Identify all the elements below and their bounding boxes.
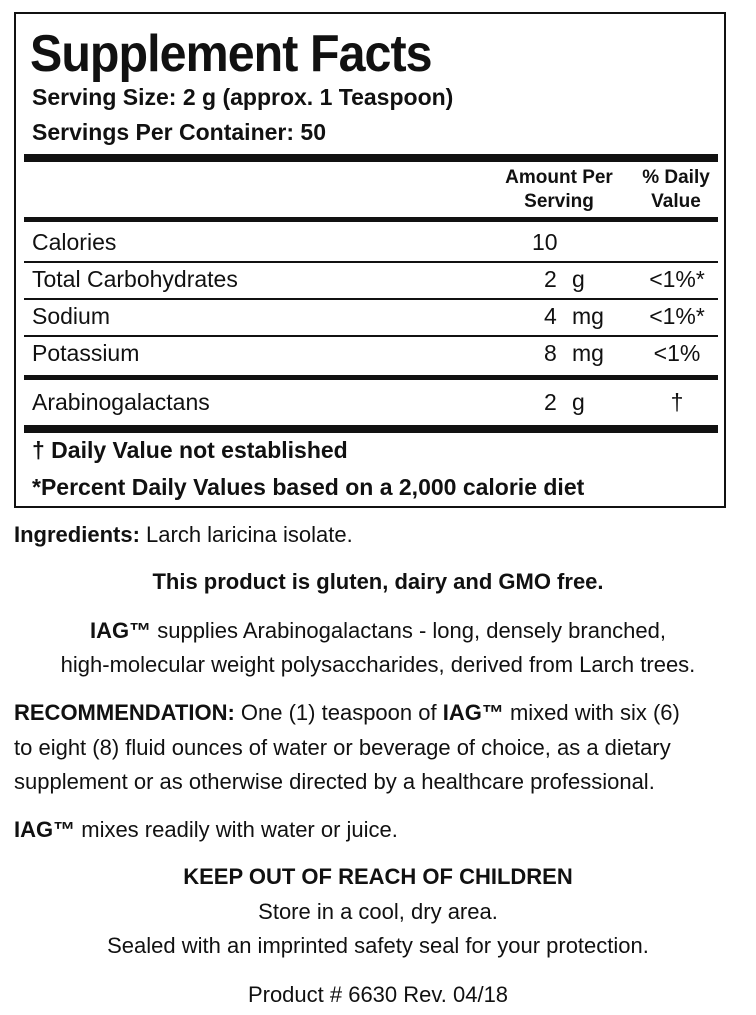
serving-size: Serving Size: 2 g (approx. 1 Teaspoon) [32, 84, 454, 110]
nutrient-daily-value: <1%* [649, 266, 705, 292]
nutrient-amount: 2 [544, 266, 557, 292]
column-header-amount [496, 166, 622, 214]
safety-seal-notice: Sealed with an imprinted safety seal for your protection. [107, 933, 649, 958]
ingredients-line [14, 522, 353, 548]
storage-instructions: Store in a cool, dry area. [258, 899, 498, 924]
recommendation-line1 [14, 700, 680, 726]
supplement-facts-panel [14, 12, 726, 508]
mixes-statement [14, 817, 398, 843]
nutrient-amount: 10 [532, 229, 558, 255]
nutrient-amount: 2 [544, 389, 557, 415]
recommendation-text: mixed with six (6) [503, 700, 680, 725]
recommendation-line2: to eight (8) fluid ounces of water or beverage of choice, as a dietary [14, 735, 671, 760]
divider-thin [24, 335, 718, 337]
ingredients-text: Larch laricina isolate. [139, 522, 353, 547]
column-header-amount-line2: Serving [524, 191, 594, 212]
divider-thick [24, 154, 718, 162]
nutrient-amount: 8 [544, 340, 557, 366]
servings-per-container: Servings Per Container: 50 [32, 119, 326, 145]
nutrient-name: Calories [32, 229, 117, 255]
nutrient-name: Sodium [32, 303, 110, 329]
divider-medium [24, 217, 718, 222]
recommendation-line3: supplement or as otherwise directed by a healthcare professional. [14, 769, 655, 794]
divider-thin [24, 298, 718, 300]
divider-thin [24, 261, 718, 263]
nutrient-name: Potassium [32, 340, 140, 366]
divider-medium [24, 375, 718, 380]
column-header-dv-line2: Value [651, 191, 701, 212]
recommendation-label: RECOMMENDATION: [14, 700, 235, 725]
column-header-daily-value [630, 166, 722, 214]
mixes-text: mixes readily with water or juice. [75, 817, 398, 842]
column-header-amount-line1: Amount Per [505, 167, 613, 188]
footnote-dagger: † Daily Value not established [32, 437, 348, 463]
description-line2: high-molecular weight polysaccharides, derived from Larch trees. [60, 652, 696, 677]
free-from-statement: This product is gluten, dairy and GMO free. [152, 569, 604, 594]
product-code: Product # 6630 Rev. 04/18 [247, 982, 509, 1007]
nutrient-amount: 4 [544, 303, 557, 329]
recommendation-text: One (1) teaspoon of [234, 700, 443, 725]
ingredients-label: Ingredients: [14, 522, 140, 547]
footnote-percent-daily: *Percent Daily Values based on a 2,000 calorie diet [32, 474, 585, 500]
brand-name: IAG™ [14, 817, 76, 842]
facts-title: Supplement Facts [30, 25, 432, 83]
column-header-dv-line1: % Daily [642, 167, 710, 188]
description-text: supplies Arabinogalactans - long, densely branched, [151, 618, 667, 643]
nutrient-unit: mg [572, 303, 604, 329]
brand-name: IAG™ [89, 618, 152, 643]
nutrient-daily-value: <1%* [649, 303, 705, 329]
nutrient-name: Arabinogalactans [32, 389, 210, 415]
nutrient-unit: mg [572, 340, 604, 366]
description-line1 [0, 618, 756, 644]
nutrient-unit: g [572, 266, 585, 292]
nutrient-daily-value: <1% [653, 340, 701, 366]
children-warning: KEEP OUT OF REACH OF CHILDREN [183, 864, 573, 889]
nutrient-unit: g [572, 389, 585, 415]
nutrient-daily-value: † [670, 389, 684, 415]
nutrient-name: Total Carbohydrates [32, 266, 238, 292]
brand-name: IAG™ [442, 700, 504, 725]
divider-thick [24, 425, 718, 433]
